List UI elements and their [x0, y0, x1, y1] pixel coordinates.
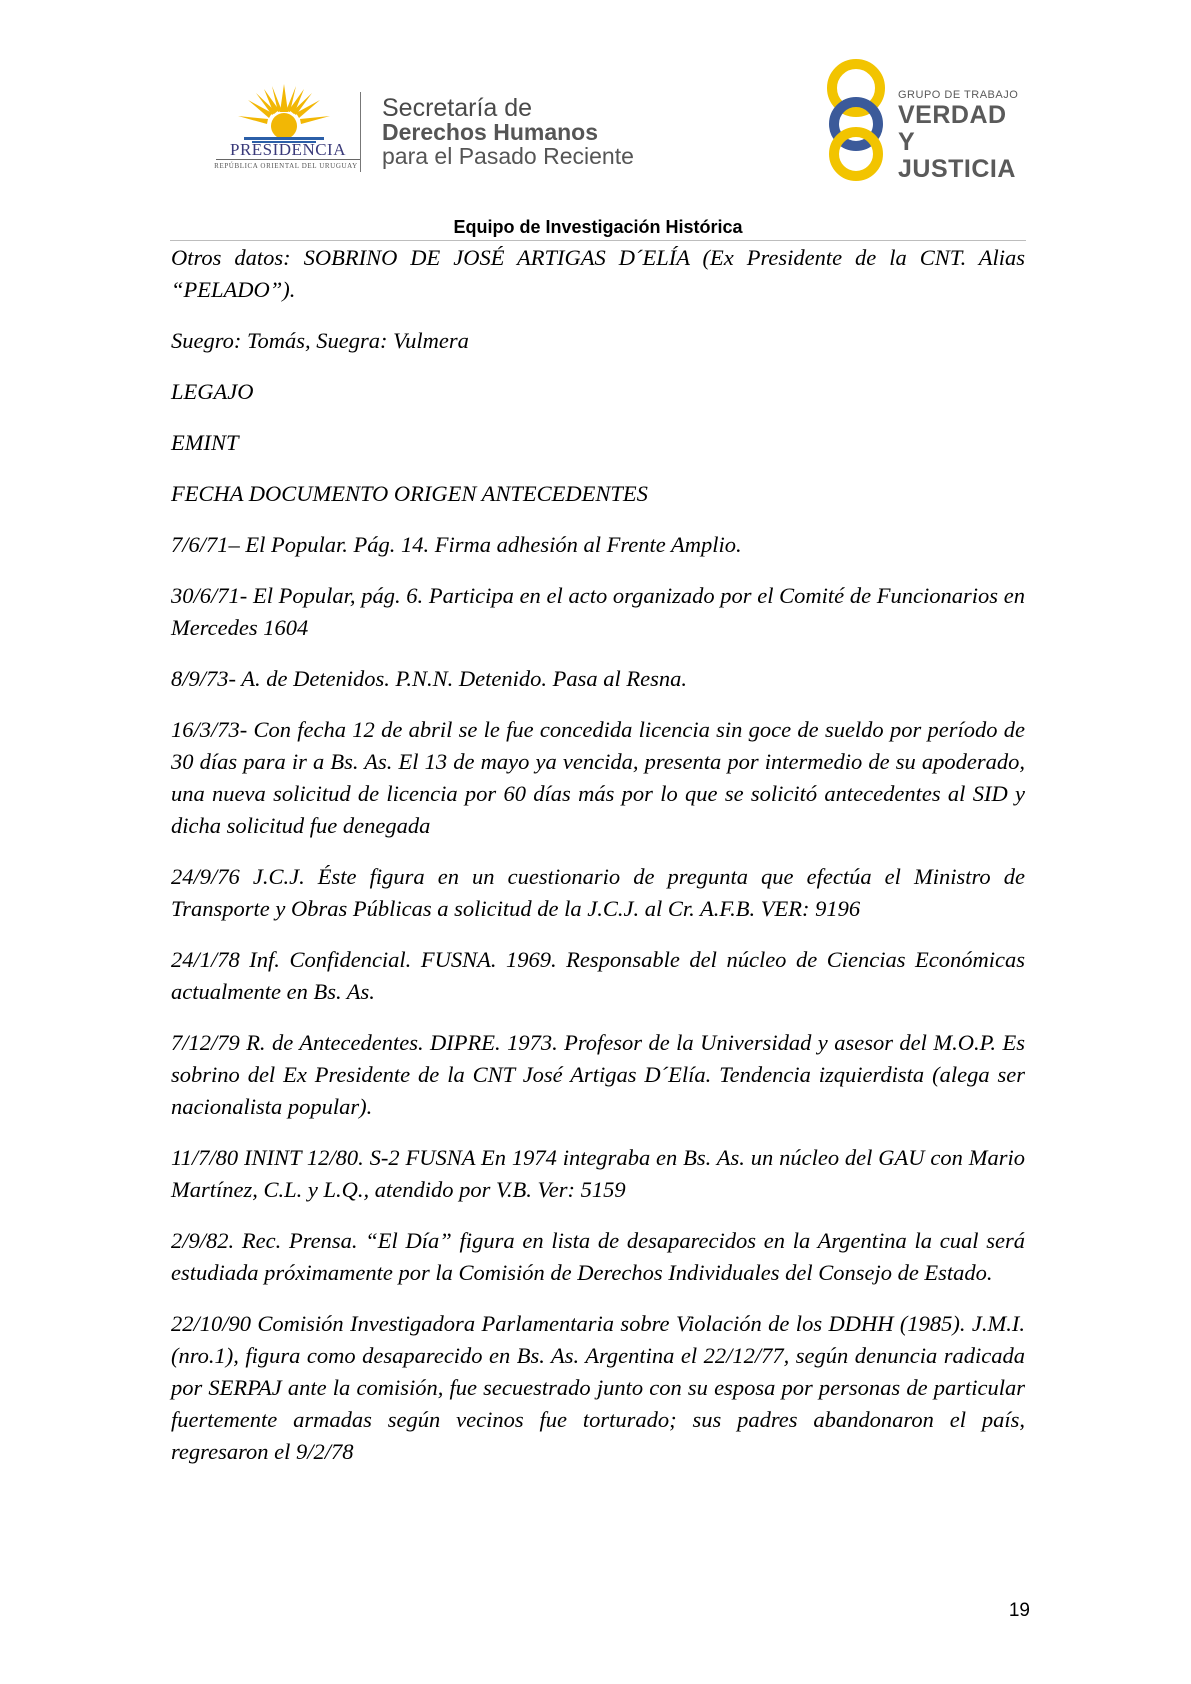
- page-number: 19: [1008, 1600, 1030, 1621]
- entry-paragraph: 22/10/90 Comisión Investigadora Parlamentaria sobre Violación de los DDHH (1985). J.M.I. (nro.1), figura como desaparecido en Bs. As. Argentina el 22/12/77, según denuncia radicada por SERPAJ ante la comisión, fue secuestrado junto con su esposa por personas de particular fuertemente armadas según vecinos fue torturado; sus padres abandonaron el país, regresaron el 9/2/78: [171, 1311, 1025, 1464]
- entry-paragraph: 8/9/73- A. de Detenidos. P.N.N. Detenido. Pasa al Resna.: [171, 666, 687, 691]
- secretaria-line-1: Secretaría de: [382, 94, 533, 122]
- entry-paragraph: 24/9/76 J.C.J. Éste figura en un cuestionario de pregunta que efectúa el Ministro de Transporte y Obras Públicas a solicitud de la J.C.J. al Cr. A.F.B. VER: 9196: [171, 864, 1025, 921]
- team-heading: Equipo de Investigación Histórica: [453, 217, 743, 237]
- document-body: [171, 242, 1025, 1487]
- paragraph-otros-datos: Otros datos: SOBRINO DE JOSÉ ARTIGAS D´ELÍA (Ex Presidente de la CNT. Alias “PELADO”).: [171, 245, 1025, 302]
- paragraph-emint: EMINT: [171, 430, 239, 455]
- vj-line-1: GRUPO DE TRABAJO: [898, 89, 1019, 101]
- entry-paragraph: 24/1/78 Inf. Confidencial. FUSNA. 1969. Responsable del núcleo de Ciencias Económicas actualmente en Bs. As.: [171, 947, 1025, 1004]
- header-rule: [170, 240, 1026, 241]
- entry-paragraph: 7/6/71– El Popular. Pág. 14. Firma adhesión al Frente Amplio.: [171, 532, 742, 557]
- presidencia-logo: [206, 84, 366, 184]
- presidencia-subtitle: REPÚBLICA ORIENTAL DEL URUGUAY: [214, 162, 358, 170]
- presidencia-rule: [216, 159, 360, 160]
- paragraph-suegros: Suegro: Tomás, Suegra: Vulmera: [171, 328, 469, 353]
- paragraph-legajo: LEGAJO: [171, 379, 254, 404]
- entry-paragraph: 11/7/80 ININT 12/80. S-2 FUSNA En 1974 integraba en Bs. As. un núcleo del GAU con Mario Martínez, C.L. y L.Q., atendido por V.B. Ver: 5159: [171, 1145, 1025, 1202]
- entry-paragraph: 16/3/73- Con fecha 12 de abril se le fue concedida licencia sin goce de sueldo por período de 30 días para ir a Bs. As. El 13 de mayo ya vencida, presenta por intermedio de su apoderado, una nueva solicitud de licencia por 60 días más por lo que se solicitó antecedentes al SID y dicha solicitud fue denegada: [171, 717, 1025, 838]
- paragraph-columns-heading: FECHA DOCUMENTO ORIGEN ANTECEDENTES: [171, 481, 648, 506]
- verdad-justicia-text: [898, 88, 1028, 183]
- presidencia-name: PRESIDENCIA: [229, 140, 346, 159]
- sun-icon: [234, 84, 334, 144]
- header-divider: [360, 92, 361, 172]
- vj-line-2: VERDAD Y: [898, 101, 1007, 156]
- entry-paragraph: 30/6/71- El Popular, pág. 6. Participa en el acto organizado por el Comité de Funcionarios en Mercedes 1604: [171, 583, 1025, 640]
- verdad-justicia-logo: [818, 58, 1028, 182]
- entry-paragraph: 7/12/79 R. de Antecedentes. DIPRE. 1973. Profesor de la Universidad y asesor del M.O.P. Es sobrino del Ex Presidente de la CNT José Artigas D´Elía. Tendencia izquierdista (alega ser nacionalista popular).: [171, 1030, 1025, 1119]
- vj-line-3: JUSTICIA: [898, 155, 1016, 183]
- linked-rings-icon: [818, 58, 898, 182]
- secretaria-line-2: Derechos Humanos: [382, 119, 599, 145]
- secretaria-title: [382, 96, 634, 168]
- secretaria-line-3: para el Pasado Reciente: [382, 143, 634, 169]
- entry-paragraph: 2/9/82. Rec. Prensa. “El Día” figura en lista de desaparecidos en la Argentina la cual será estudiada próximamente por la Comisión de Derechos Individuales del Consejo de Estado.: [171, 1228, 1025, 1285]
